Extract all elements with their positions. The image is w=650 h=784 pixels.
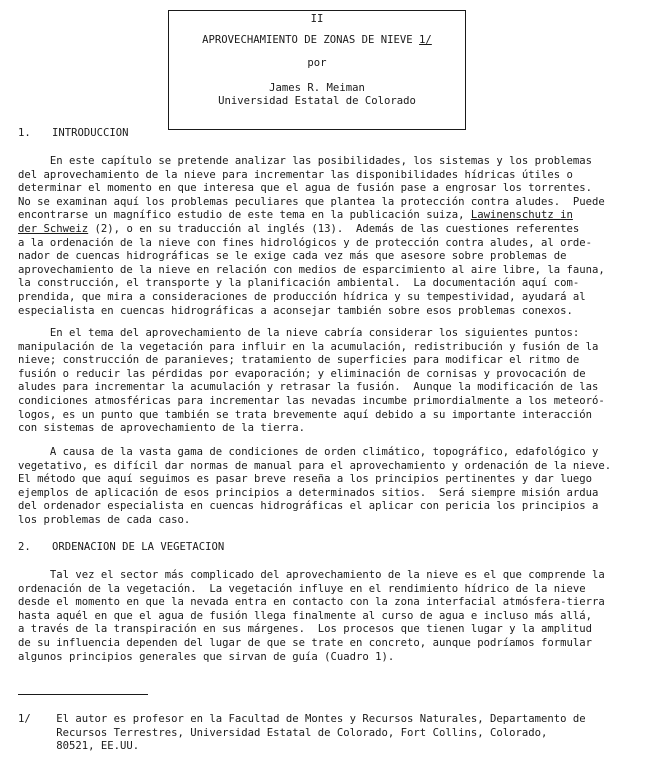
text-line: vegetativo, es difícil dar normas de manual para el aprovechamiento y ordenación de la nieve.	[18, 459, 612, 472]
text-line: con sistemas de aprovechamiento de la tierra.	[18, 422, 306, 435]
intro-paragraph-3	[18, 446, 612, 528]
footnote-line: 80521, EE.UU.	[18, 740, 140, 753]
text-line: la construcción, el transporte y la planificación ambiental. La documentación aquí com-	[18, 277, 580, 290]
text-line: de su influencia dependen del lugar de que se trate en concreto, aunque podríamos formular	[18, 636, 593, 649]
by-line: por	[307, 57, 327, 70]
section-number: 2.	[18, 541, 31, 553]
text-line: nador de cuencas hidrográficas se le exige cada vez más que asesore sobre problemas de	[18, 250, 567, 263]
text-line: algunos principios generales que sirvan de guía (Cuadro 1).	[18, 650, 395, 663]
text-line: manipulación de la vegetación para influir en la acumulación, redistribución y fusión de la	[18, 340, 599, 353]
text-line: los problemas de cada caso.	[18, 513, 191, 526]
footnote-line: 1/ El autor es profesor en la Facultad de Montes y Recursos Naturales, Departamento de	[18, 713, 586, 725]
text-line: El método que aquí seguimos es pasar breve reseña a los principios pertinentes y dar luego	[18, 473, 593, 486]
section-title: ORDENACION DE LA VEGETACION	[52, 541, 225, 553]
author-affiliation: Universidad Estatal de Colorado	[218, 95, 416, 108]
text-line: Tal vez el sector más complicado del aprovechamiento de la nieve es el que comprende la	[18, 569, 605, 581]
section-heading-vegetation	[18, 541, 224, 555]
title-box	[168, 10, 466, 130]
footnote	[18, 713, 618, 754]
text-line: ejemplos de aplicación de esos principios a determinados sitios. Será siempre misión ardua	[18, 486, 599, 499]
text-line: del ordenador especialista en cuencas hidrográficas el aplicar con pericia los principios a	[18, 500, 599, 513]
footnote-ref: 1/	[419, 33, 432, 46]
text-line: ordenación de la vegetación. La vegetación influye en el rendimiento hídrico de la nieve	[18, 582, 586, 595]
text-line: del aprovechamiento de la nieve para incrementar las disponibilidades hídricas útiles o	[18, 168, 573, 181]
text-line: hasta aquél en que el agua de fusión llega finalmente al curso de agua e incluso más allá,	[18, 609, 593, 622]
section-title: INTRODUCCION	[52, 127, 129, 139]
intro-paragraph-1	[18, 155, 608, 318]
section-heading-intro	[18, 127, 129, 141]
text-line: aprovechamiento de la nieve en relación con medios de esparcimiento al aire libre, la fauna,	[18, 263, 605, 276]
text-line: desde el momento en que la nevada entra en contacto con la zona interfacial atmósfera-tierra	[18, 596, 605, 609]
text-line: especialista en cuencas hidrográficas a aconsejar también sobre esos problemas conexos.	[18, 304, 573, 317]
text-line: fusión o reducir las pérdidas por evaporación; y eliminación de cornisas y provocación de	[18, 367, 586, 380]
text-line: determinar el momento en que interesa que el agua de fusión pase a engrosar los torrentes.	[18, 182, 593, 195]
text-line: nieve; construcción de paranieves; tratamiento de superficies para modificar el ritmo de	[18, 354, 580, 367]
citation-underline: der Schweiz	[18, 222, 89, 235]
chapter-title-text: APROVECHAMIENTO DE ZONAS DE NIEVE	[202, 33, 413, 46]
text-line: En el tema del aprovechamiento de la nieve cabría considerar los siguientes puntos:	[18, 327, 580, 339]
text-line: En este capítulo se pretende analizar las posibilidades, los sistemas y los problemas	[18, 155, 593, 167]
chapter-title	[169, 34, 465, 48]
vegetation-paragraph-1	[18, 569, 608, 664]
author-name: James R. Meiman	[269, 81, 365, 94]
text-line: aludes para incrementar la acumulación y retrasar la fusión. Aunque la modificación de las	[18, 381, 599, 394]
text-line: encontrarse un magnífico estudio de este tema en la publicación suiza, Lawinenschutz in	[18, 209, 573, 222]
chapter-number: II	[310, 13, 324, 25]
text-line: der Schweiz (2), o en su traducción al inglés (13). Además de las cuestiones referentes	[18, 222, 580, 235]
footnote-line: Recursos Terrestres, Universidad Estatal de Colorado, Fort Collins, Colorado,	[18, 726, 548, 739]
footnote-divider	[18, 694, 148, 695]
section-number: 1.	[18, 127, 31, 139]
text-line: a la ordenación de la nieve con fines hidrológicos y de protección contra aludes, al orde-	[18, 236, 593, 249]
text-line: No se examinan aquí los problemas peculiares que plantea la protección contra aludes. Puede	[18, 195, 605, 208]
citation-underline: Lawinenschutz in	[470, 209, 573, 222]
text-line: A causa de la vasta gama de condiciones de orden climático, topográfico, edafológico y	[18, 446, 599, 458]
text-line: condiciones atmosféricas para incrementar las nevadas incumbe primordialmente a los meteoró-	[18, 394, 605, 407]
text-line: a través de la transpiración en sus márgenes. Los procesos que tienen lugar y la amplitud	[18, 623, 593, 636]
text-line: prendida, que mira a consideraciones de producción hídrica y su tempestividad, ayudará al	[18, 290, 586, 303]
text-line: logos, es un punto que también se trata brevemente aquí debido a su importante interacción	[18, 408, 593, 421]
intro-paragraph-2	[18, 327, 608, 436]
